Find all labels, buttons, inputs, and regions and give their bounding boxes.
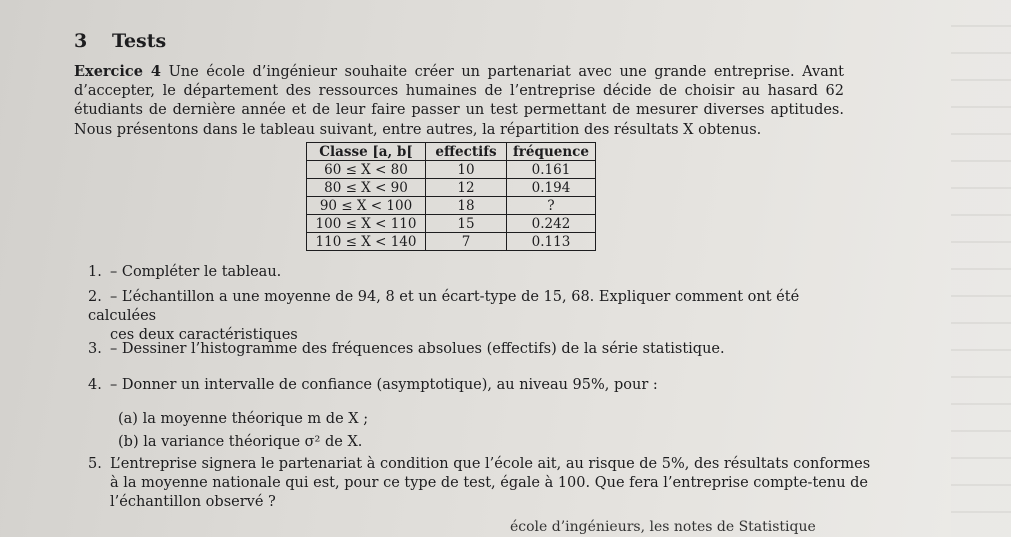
exercise-label: Exercice 4 [74,63,162,80]
header-classe: Classe [a, b[ [307,143,426,161]
question-5 [88,455,878,512]
question-number: 3. [88,341,102,357]
cell-effectif: 18 [426,197,507,215]
question-number: 4. [88,377,102,393]
cell-classe: 60 ≤ X < 80 [307,161,426,179]
cell-frequence: 0.194 [507,179,596,197]
cell-classe: 110 ≤ X < 140 [307,233,426,251]
table-row [307,179,596,197]
cell-effectif: 12 [426,179,507,197]
question-3 [88,340,725,359]
question-text-line3: l’échantillon observé ? [110,494,276,510]
table-row [307,197,596,215]
question-text-line1: L’entreprise signera le partenariat à condition que l’école ait, au risque de 5%, des résultats conformes [110,456,871,472]
cell-effectif: 15 [426,215,507,233]
cell-effectif: 7 [426,233,507,251]
section-heading [74,30,166,52]
question-text: – Compléter le tableau. [110,264,282,280]
exercise-text: Une école d’ingénieur souhaite créer un partenariat avec une grande entreprise. Avant d’accepter, le département des ressources humaines de l’entreprise décide de choisir au hasard 62 étudiants de dernière année et de leur faire passer un test permettant de mesurer diverses aptitudes. Nous présentons dans le tableau suivant, entre autres, la répartition des résultats X obtenus. [74,64,845,138]
section-number: 3 [74,30,88,52]
header-effectifs: effectifs [426,143,507,161]
question-text: – Dessiner l’histogramme des fréquences absolues (effectifs) de la série statistique. [110,341,725,357]
table-row [307,233,596,251]
cell-frequence: 0.113 [507,233,596,251]
question-2 [88,288,848,345]
question-number: 1. [88,264,102,280]
results-table [306,142,596,251]
question-text-line2: à la moyenne nationale qui est, pour ce type de test, égale à 100. Que fera l’entreprise compte-tenu de [110,475,869,491]
table-row [307,161,596,179]
cell-classe: 90 ≤ X < 100 [307,197,426,215]
cell-frequence: ? [507,197,596,215]
exercise-statement [74,62,844,140]
page-footer: école d’ingénieurs, les notes de Statistique [510,519,816,535]
table-row [307,215,596,233]
table-header-row [307,143,596,161]
cell-classe: 80 ≤ X < 90 [307,179,426,197]
question-number: 5. [88,456,102,472]
page-edge [951,0,1011,537]
cell-frequence: 0.161 [507,161,596,179]
question-4 [88,376,658,395]
section-title: Tests [112,30,167,52]
question-1 [88,263,281,282]
question-4b: (b) la variance théorique σ² de X. [118,434,363,450]
question-text-line1: – L’échantillon a une moyenne de 94, 8 et un écart-type de 15, 68. Expliquer comment ont été calculées [88,289,800,324]
question-text-line2: ces deux caractéristiques [110,327,298,343]
cell-classe: 100 ≤ X < 110 [307,215,426,233]
cell-effectif: 10 [426,161,507,179]
question-text: – Donner un intervalle de confiance (asymptotique), au niveau 95%, pour : [110,377,658,393]
cell-frequence: 0.242 [507,215,596,233]
header-frequence: fréquence [507,143,596,161]
question-4a: (a) la moyenne théorique m de X ; [118,411,369,427]
question-number: 2. [88,289,102,305]
